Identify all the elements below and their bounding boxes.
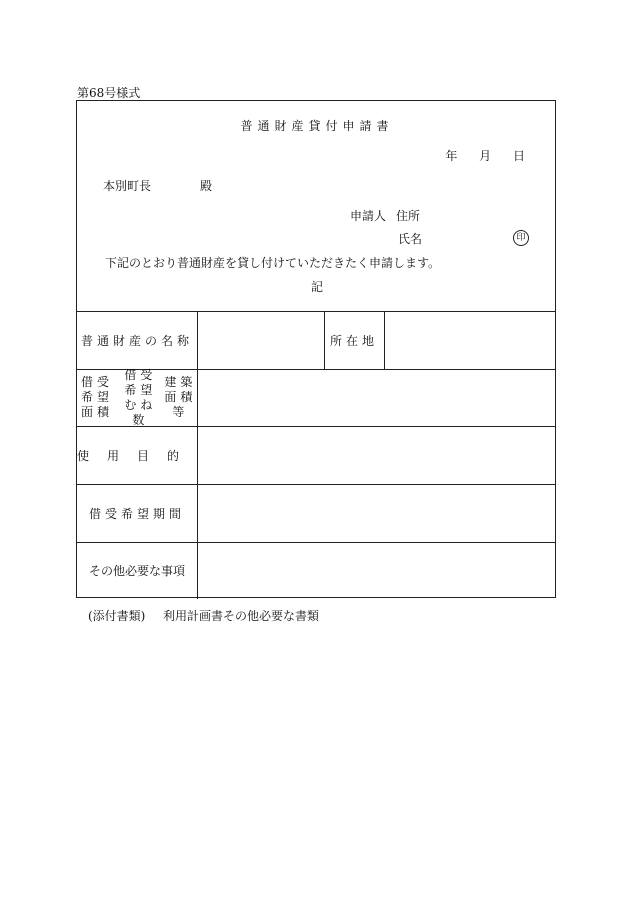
attachments-note	[88, 607, 319, 624]
ki-heading: 記	[310, 280, 323, 294]
seal-icon: 印	[513, 230, 529, 246]
honorific: 殿	[200, 179, 213, 193]
purpose-field[interactable]	[198, 427, 554, 483]
area-label-line: 借受希望むね数	[124, 367, 157, 427]
area-label	[77, 369, 197, 426]
name-label: 氏名	[398, 232, 423, 246]
location-field[interactable]	[385, 312, 555, 368]
applicant-label: 申請人	[350, 209, 387, 223]
other-field[interactable]	[198, 543, 554, 597]
location-label: 所在地	[329, 333, 378, 348]
period-label: 借受希望期間	[88, 506, 185, 521]
property-name-field[interactable]	[198, 312, 323, 368]
form-number: 第68号様式	[77, 86, 141, 100]
property-name-label: 普通財産の名称	[80, 333, 193, 348]
attachments-text: 利用計画書その他必要な書類	[163, 609, 320, 623]
area-label-line: 建築面積等	[164, 375, 197, 419]
address-label: 住所	[396, 209, 421, 223]
attachments-label: (添付書類)	[88, 609, 146, 623]
period-field[interactable]	[198, 485, 554, 541]
purpose-label: 使用目的	[77, 448, 198, 463]
form-title: 普通財産貸付申請書	[240, 119, 394, 133]
other-label: その他必要な事項	[88, 564, 185, 578]
application-form	[76, 100, 556, 598]
area-field[interactable]	[198, 370, 554, 425]
date-line: 年 月 日	[445, 149, 525, 163]
area-label-line: 借受希望面積	[80, 375, 113, 419]
addressee: 本別町長	[103, 179, 152, 193]
request-text: 下記のとおり普通財産を貸し付けていただきたく申請します。	[105, 256, 441, 270]
